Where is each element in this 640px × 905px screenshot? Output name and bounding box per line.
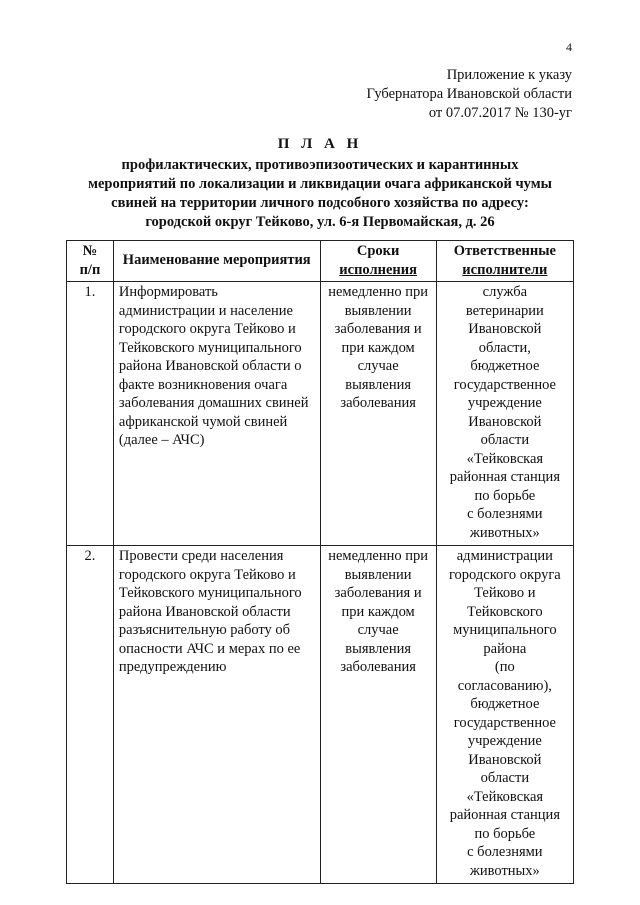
header-term [320, 241, 436, 282]
header-name: Наименование мероприятия [113, 241, 320, 282]
text-line: Тейково и [474, 585, 536, 601]
table-header-row [67, 241, 574, 282]
text-line: животных» [469, 524, 540, 541]
header-resp [436, 241, 573, 282]
text-line: Провести среди населения [118, 548, 284, 564]
text-line: выявления [345, 376, 412, 393]
text-line: области, [478, 339, 531, 356]
text-line: Информировать [118, 284, 218, 300]
text-line: африканской чумой свиней [118, 413, 288, 430]
plan-title: П Л А Н [277, 136, 363, 152]
text-line: муниципального [453, 622, 557, 638]
text-line: ветеринарии [465, 302, 544, 319]
text-line: Тейковского муниципального [118, 339, 302, 356]
text-line: факте возникновения очага [118, 376, 288, 393]
subtitle-line: городской округ Тейково, ул. 6-я Первомайская, д. 26 [145, 214, 495, 230]
row-num: 2. [67, 546, 114, 884]
text-line: «Тейковская [466, 788, 544, 805]
text-line: администрации [456, 548, 553, 564]
text-line: опасности АЧС и мерах по ее [118, 640, 301, 657]
table-row [67, 282, 574, 546]
header-term-line: исполнения [339, 261, 417, 278]
text-line: выявлении [344, 566, 412, 583]
header-num-line: № [82, 243, 98, 259]
text-line: области [480, 770, 530, 786]
text-line: согласованию), [457, 677, 552, 694]
text-line: выявлении [344, 302, 412, 319]
text-line: районная станция [449, 469, 560, 485]
text-line: выявления [345, 640, 412, 657]
text-line: случае [357, 358, 399, 374]
text-line: государственное [453, 376, 556, 393]
text-line: «Тейковская [466, 450, 544, 467]
text-line: городского округа Тейково и [118, 566, 296, 583]
text-line: учреждение [467, 395, 542, 411]
appendix-line: от 07.07.2017 № 130-уг [428, 105, 572, 121]
text-line: с болезнями [467, 844, 543, 860]
text-line: Ивановской [468, 413, 542, 430]
table-row [67, 546, 574, 884]
text-line: заболевания и [334, 585, 422, 601]
text-line: городского округа Тейково и [118, 321, 296, 337]
text-line: разъяснительную работу об [118, 622, 291, 638]
text-line: при каждом [341, 339, 415, 356]
text-line: администрации и население [118, 302, 293, 319]
row-name [113, 546, 320, 884]
text-line: района [483, 640, 527, 657]
text-line: по борьбе [474, 825, 536, 842]
text-line: служба [482, 284, 528, 300]
text-line: учреждение [467, 733, 542, 749]
text-line: городского округа [448, 566, 561, 583]
text-line: Ивановской [468, 321, 542, 337]
header-term-line: Сроки [356, 243, 400, 259]
subtitle-line: мероприятий по локализации и ликвидации очага африканской чумы [88, 176, 552, 192]
text-line: заболевания и [334, 321, 422, 337]
text-line: немедленно при [328, 284, 429, 300]
text-line: района Ивановской области о [118, 358, 302, 374]
text-line: по борьбе [474, 487, 536, 504]
text-line: государственное [453, 714, 556, 731]
text-line: при каждом [341, 603, 415, 620]
text-line: области [480, 432, 530, 448]
text-line: района Ивановской области [118, 603, 291, 620]
text-line: районная станция [449, 807, 560, 823]
text-line: животных» [469, 862, 540, 879]
row-term [320, 282, 436, 546]
header-num-line: п/п [79, 261, 101, 278]
row-name [113, 282, 320, 546]
row-resp [436, 546, 573, 884]
row-resp [436, 282, 573, 546]
header-resp-line: исполнители [462, 261, 548, 278]
plan-subtitle [70, 156, 570, 232]
appendix-line: Губернатора Ивановской области [366, 86, 572, 102]
appendix-block [367, 66, 572, 123]
text-line: случае [357, 622, 399, 638]
text-line: (по [494, 659, 515, 675]
header-resp-line: Ответственные [453, 243, 556, 259]
row-term [320, 546, 436, 884]
text-line: бюджетное [470, 696, 540, 712]
subtitle-line: профилактических, противоэпизоотических и карантинных [121, 157, 519, 173]
appendix-line: Приложение к указу [446, 67, 572, 83]
text-line: Тейковского [467, 603, 543, 620]
subtitle-line: свиней на территории личного подсобного хозяйства по адресу: [111, 195, 529, 211]
text-line: предупреждению [118, 659, 227, 675]
text-line: бюджетное [470, 358, 540, 374]
text-line: с болезнями [467, 506, 543, 522]
text-line: немедленно при [328, 548, 429, 564]
row-num: 1. [67, 282, 114, 546]
text-line: заболевания домашних свиней [118, 395, 309, 411]
page-number: 4 [566, 40, 572, 54]
text-line: Ивановской [468, 751, 542, 768]
text-line: (далее – АЧС) [118, 432, 205, 448]
text-line: заболевания [340, 395, 416, 411]
header-num [67, 241, 114, 282]
text-line: заболевания [340, 659, 416, 675]
plan-table [66, 240, 574, 884]
text-line: Тейковского муниципального [118, 585, 302, 601]
